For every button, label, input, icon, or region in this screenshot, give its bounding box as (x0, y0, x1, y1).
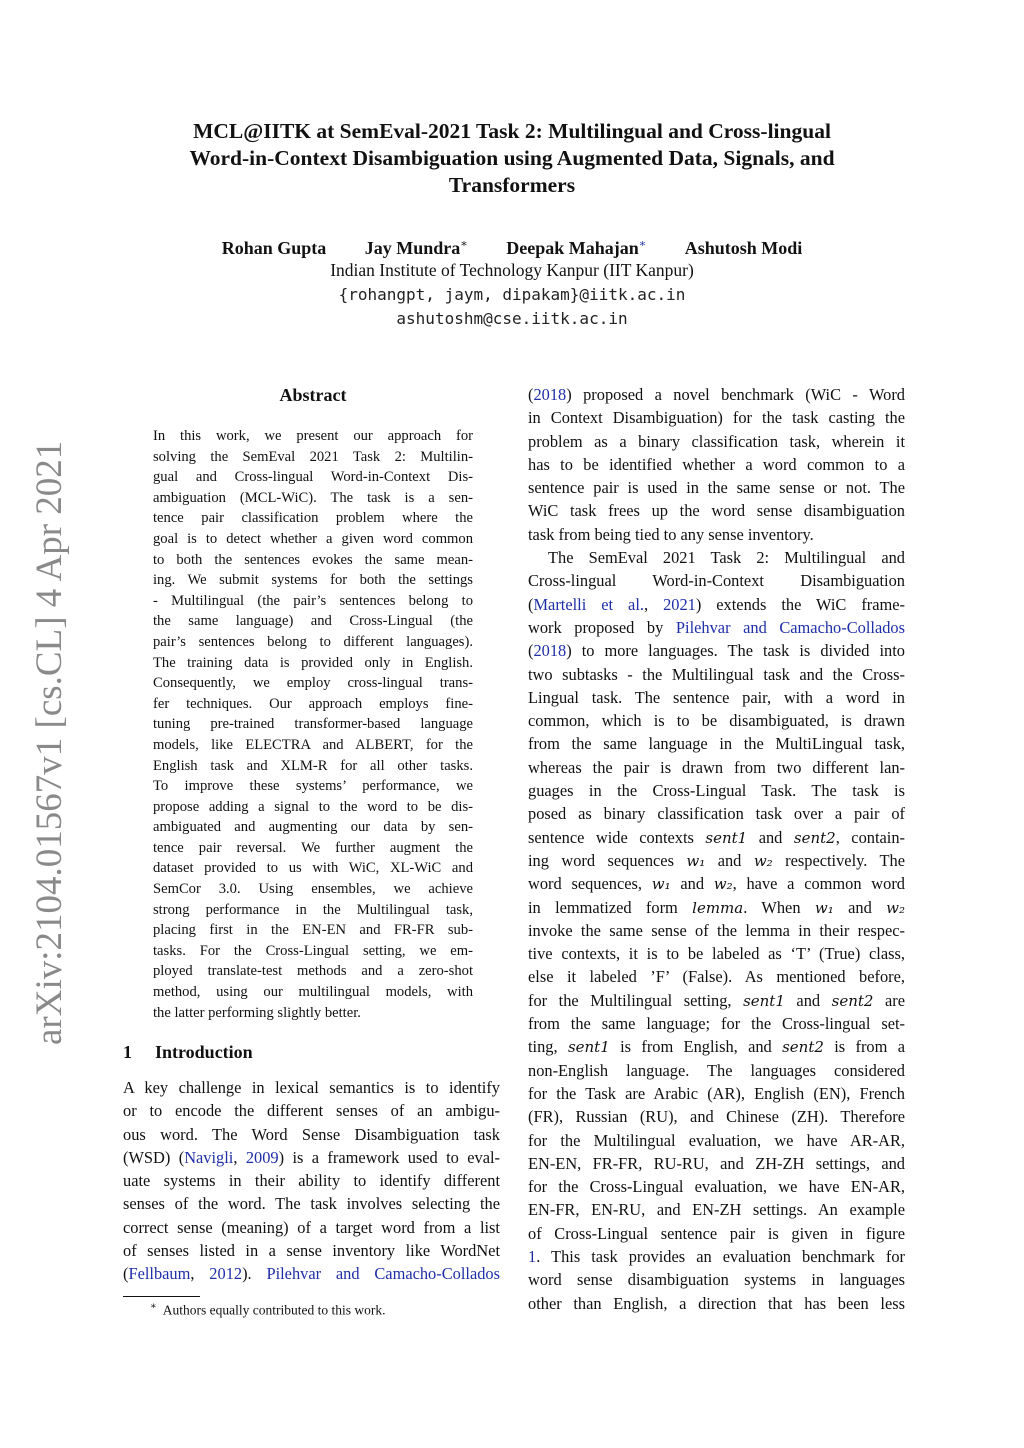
math-symbol: sent1 (567, 1038, 610, 1057)
author (222, 236, 327, 260)
abstract-line: pair’s sentences belong to different languages). (153, 633, 473, 650)
equal-contribution-mark: ∗ (460, 238, 468, 250)
section-heading (123, 1040, 253, 1064)
text: and (833, 897, 887, 917)
text-line: EN-EN, FR-FR, RU-RU, and ZH-ZH settings, and (528, 1153, 905, 1173)
text-line: Lingual task. The sentence pair, with a word in (528, 687, 905, 707)
text-line: invoke the same sense of the lemma in their respec- (528, 920, 905, 940)
text-line: has to be identified whether a word common to a (528, 454, 905, 474)
text-line: WiC task frees up the word sense disambiguation (528, 501, 905, 521)
abstract-line: goal is to detect whether a given word common (153, 530, 473, 547)
abstract-line: the same language) and Cross-Lingual (the (153, 613, 473, 630)
text-line: of senses listed in a sense inventory like WordNet (123, 1241, 500, 1261)
text-line: tive contexts, it is to be labeled as ‘T’ (True) class, (528, 944, 905, 964)
text-line: of Cross-Lingual sentence pair is given in figure (528, 1223, 905, 1243)
author-name: Rohan Gupta (221, 238, 327, 258)
citation-link[interactable]: Navigli (184, 1147, 234, 1167)
text-line: EN-FR, EN-RU, and EN-ZH settings. An example (528, 1200, 905, 1220)
abstract-line: tuning pre-trained transformer-based language (153, 716, 473, 733)
text: ) is a framework used to eval- (278, 1147, 500, 1167)
math-symbol: sent1 (743, 991, 785, 1010)
abstract-line: method, using our multilingual models, with (153, 984, 473, 1001)
text-line: from the same language; for the Cross-lingual set- (528, 1014, 905, 1034)
text-line: or to encode the different senses of an ambigu- (123, 1101, 500, 1121)
author-list (120, 232, 904, 260)
math-symbol: sent1 (705, 828, 748, 847)
text-line: for the Multilingual evaluation, we have AR-AR, (528, 1130, 905, 1150)
text: ing word sequences (528, 850, 687, 870)
text: is from English, and (609, 1037, 783, 1057)
abstract-line: propose adding a signal to the word to be dis- (153, 798, 473, 815)
text-line: uate systems in their ability to identify different (123, 1171, 500, 1191)
text-line: common, which is to be disambiguated, is drawn (528, 711, 905, 731)
math-symbol: w₁ (686, 851, 706, 870)
text: . When (743, 897, 815, 917)
text: , (643, 594, 664, 614)
text: , have a common word (732, 874, 905, 894)
abstract-line: strong performance in the Multilingual task, (153, 901, 473, 918)
abstract-line: the latter performing slightly better. (153, 1004, 361, 1021)
abstract-line: solving the SemEval 2021 Task 2: Multilin- (153, 448, 473, 465)
section-number: 1 (123, 1042, 132, 1062)
text-line: task from being tied to any sense inventory. (528, 524, 814, 544)
abstract-line: Consequently, we employ cross-lingual trans- (153, 675, 473, 692)
math-symbol: sent2 (831, 991, 874, 1010)
text-line: (2018) to more languages. The task is divided into (528, 641, 905, 661)
title-line: Word-in-Context Disambiguation using Augmented Data, Signals, and (189, 146, 835, 170)
abstract-line: In this work, we present our approach for (153, 428, 473, 444)
right-column-text (528, 383, 905, 1315)
abstract-line: placing first in the EN-EN and FR-FR sub- (153, 922, 473, 939)
abstract-line: fer techniques. Our approach employs fine- (153, 695, 473, 712)
citation-year-link[interactable]: 2021 (663, 594, 696, 614)
text-line: correct sense (meaning) of a target word from a list (123, 1217, 500, 1237)
citation-link[interactable]: Martelli et al. (533, 594, 644, 614)
figure-ref-link[interactable]: 1 (528, 1246, 537, 1266)
text: and (670, 874, 714, 894)
text-line: ous word. The Word Sense Disambiguation task (123, 1124, 500, 1144)
footnote-text: Authors equally contributed to this work. (162, 1302, 386, 1318)
text-line (528, 896, 905, 919)
email-line: {rohangpt, jaym, dipakam}@iitk.ac.in (338, 285, 686, 304)
text: , (233, 1147, 246, 1167)
citation-year-link[interactable]: 2009 (245, 1147, 279, 1167)
abstract-line: ployed translate-test methods and a zero-shot (153, 963, 473, 980)
text-line: whereas the pair is drawn from two different lan- (528, 757, 905, 777)
text-line: posed as binary classification task over a pair of (528, 804, 905, 824)
citation-year-link[interactable]: 2018 (533, 385, 567, 404)
text: ting, (528, 1037, 568, 1057)
text: ). (242, 1264, 267, 1284)
text: for the Multilingual setting, (528, 990, 744, 1010)
abstract-line: ambiguation (MCL-WiC). The task is a sen- (153, 489, 473, 506)
citation-link[interactable]: Pilehvar and Camacho-Collados (675, 617, 905, 637)
text: ) proposed a novel benchmark (WiC - Word (566, 385, 905, 404)
text: and (705, 850, 754, 870)
text-line: from the same language in the MultiLingual task, (528, 734, 905, 754)
text-line: word sense disambiguation systems in languages (528, 1270, 905, 1290)
author-name: Jay Mundra (364, 238, 461, 258)
text-line: problem as a binary classification task, wherein it (528, 431, 905, 451)
text: , (190, 1264, 210, 1284)
paper-title (120, 118, 904, 199)
text-line: Cross-lingual Word-in-Context Disambiguation (528, 571, 905, 591)
title-line: Transformers (448, 173, 576, 197)
author (506, 232, 646, 260)
text: ( (123, 1264, 129, 1284)
text-line (528, 849, 905, 872)
text-line: A key challenge in lexical semantics is to identify (123, 1078, 500, 1097)
math-symbol: w₂ (886, 898, 905, 917)
text-line (123, 1146, 500, 1169)
abstract-line: tence pair reversal. We further augment the (153, 839, 473, 856)
text: in lemmatized form (528, 897, 693, 917)
text-line: (2018) proposed a novel benchmark (WiC - Word (528, 385, 905, 404)
text-line (528, 593, 905, 616)
text: is from a (823, 1037, 905, 1057)
text: , contain- (835, 827, 905, 847)
text-line: two subtasks - the Multilingual task and the Cross- (528, 664, 905, 684)
citation-year-link[interactable]: 2012 (209, 1264, 243, 1284)
math-symbol: w₂ (713, 875, 733, 894)
text: are (873, 990, 905, 1010)
abstract-line: ambiguated and augmenting our data by sen- (153, 819, 473, 836)
section-title: Introduction (155, 1042, 253, 1062)
text-line (528, 872, 905, 895)
arxiv-stamp: arXiv:2104.01567v1 [cs.CL] 4 Apr 2021 (29, 440, 70, 1045)
abstract-line: tasks. For the Cross-Lingual setting, we em- (153, 942, 473, 959)
footnote-mark: ∗ (150, 1301, 157, 1312)
text-line: non-English language. The languages considered (528, 1060, 905, 1080)
text-line (528, 826, 905, 849)
abstract-text (153, 426, 473, 1023)
text-line (123, 1262, 500, 1285)
math-symbol: w₁ (814, 898, 834, 917)
text: ( (528, 594, 534, 614)
email-line: ashutoshm@cse.iitk.ac.in (396, 309, 628, 328)
text: ) extends the WiC frame- (695, 594, 905, 614)
math-symbol: sent2 (782, 1038, 824, 1057)
text-line: for the Cross-Lingual evaluation, we have EN-AR, (528, 1177, 905, 1197)
author (365, 232, 468, 260)
footnote-rule (123, 1296, 200, 1297)
text-line (528, 616, 905, 639)
math-symbol: sent2 (793, 828, 836, 847)
text-line: senses of the word. The task involves selecting the (123, 1194, 500, 1214)
abstract-line: to both the sentences evokes the same mean- (153, 551, 473, 568)
footnote (150, 1298, 386, 1320)
abstract-line: - Multilingual (the pair’s sentences belong to (153, 592, 473, 609)
author-name: Deepak Mahajan (506, 238, 639, 258)
text-line: in Context Disambiguation) for the task casting the (528, 408, 905, 428)
author-name: Ashutosh Modi (684, 238, 803, 258)
author (685, 236, 803, 260)
abstract-line: gual and Cross-lingual Word-in-Context Dis- (153, 469, 473, 486)
equal-contribution-mark[interactable]: ∗ (638, 238, 647, 250)
abstract-line: tence pair classification problem where the (153, 510, 473, 527)
text: sentence wide contexts (528, 827, 706, 847)
title-line: MCL@IITK at SemEval-2021 Task 2: Multilingual and Cross-lingual (193, 119, 831, 143)
abstract-line: SemCor 3.0. Using ensembles, we achieve (153, 881, 473, 898)
text: respectively. The (772, 850, 905, 870)
math-symbol: w₂ (753, 851, 773, 870)
math-symbol: lemma (692, 898, 744, 917)
abstract-heading: Abstract (279, 385, 347, 405)
abstract-line: ing. We submit systems for both the settings (153, 572, 473, 589)
citation-year-link[interactable]: 2018 (533, 641, 567, 661)
text-line: guages in the Cross-Lingual Task. The task is (528, 781, 905, 801)
abstract-line: dataset provided to us with WiC, XL-WiC and (153, 860, 473, 877)
text: . This task provides an evaluation benchmark for (536, 1246, 905, 1266)
text-line (528, 989, 905, 1012)
math-symbol: w₁ (651, 875, 671, 894)
text-line: other than English, a direction that has been less (528, 1293, 905, 1313)
text: work proposed by (528, 617, 676, 637)
citation-link[interactable]: Fellbaum (128, 1264, 191, 1284)
citation-link[interactable]: Pilehvar and Camacho-Collados (266, 1264, 500, 1284)
text: (WSD) ( (123, 1147, 185, 1167)
abstract-line: The training data is provided only in English. (153, 654, 473, 671)
text-line (528, 1245, 905, 1268)
text-line (528, 1035, 905, 1058)
abstract-line: English task and XLM-R for all other tasks. (153, 757, 473, 774)
text-line: sentence pair is used in the same sense or not. The (528, 478, 905, 498)
text: word sequences, (528, 874, 652, 894)
abstract-line: models, like ELECTRA and ALBERT, for the (153, 736, 473, 753)
text-line: (FR), Russian (RU), and Chinese (ZH). Therefore (528, 1107, 905, 1127)
text: and (784, 990, 832, 1010)
text: and (747, 827, 794, 847)
text-line: else it labeled ’F’ (False). As mentioned before, (528, 967, 905, 987)
text: ) to more languages. The task is divided into (566, 641, 905, 661)
abstract-line: To improve these systems’ performance, we (153, 778, 473, 795)
left-column-text (123, 1076, 500, 1286)
text-line: The SemEval 2021 Task 2: Multilingual and (548, 548, 905, 568)
text-line: for the Task are Arabic (AR), English (EN), French (528, 1083, 905, 1103)
affiliation: Indian Institute of Technology Kanpur (IIT Kanpur) (330, 260, 694, 280)
